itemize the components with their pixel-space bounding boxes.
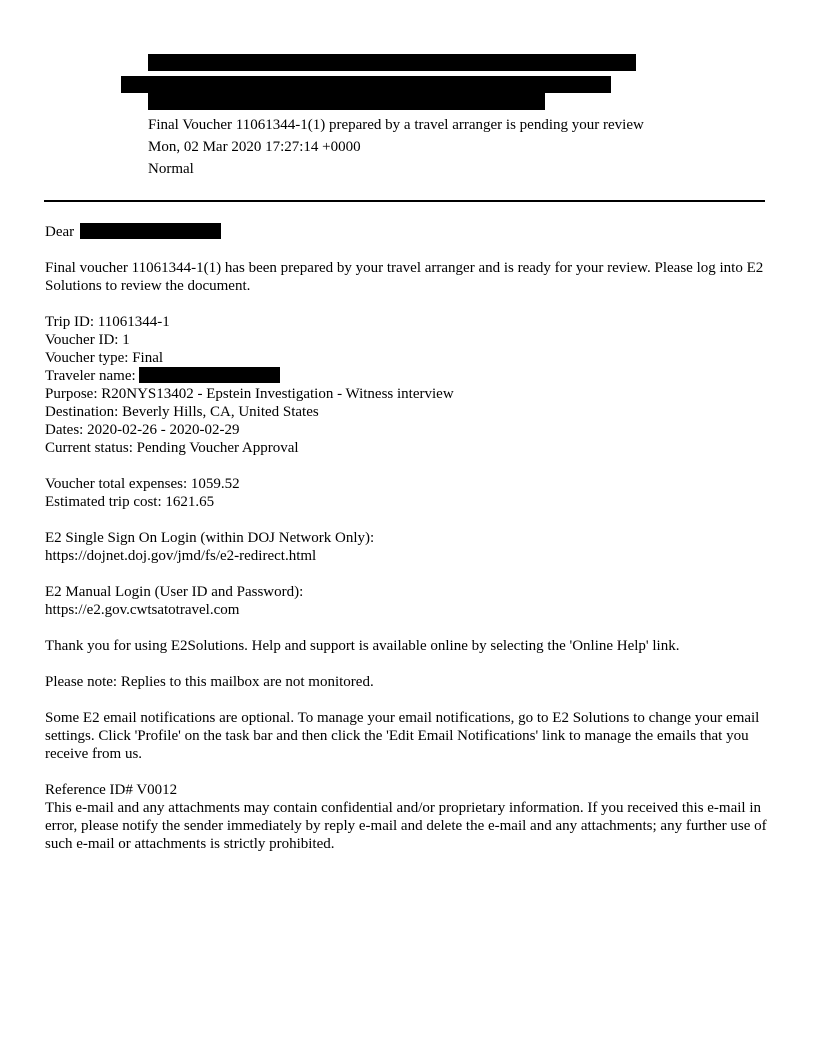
voucher-id: Voucher ID: 1 (45, 332, 130, 348)
redaction-block (148, 93, 545, 110)
traveler-name-line (45, 367, 773, 385)
optional-paragraph: Some E2 email notifications are optional. To manage your email notifications, go to E2 Solutions to change your email settings. Click 'Profile' on the task bar and then click the 'Edit Email Notifications' link to manage the emails that you receive from us. (45, 710, 760, 762)
manual-login (45, 583, 773, 619)
subject-value: Final Voucher 11061344-1(1) prepared by a travel arranger is pending your review (148, 117, 644, 133)
date-value: Mon, 02 Mar 2020 17:27:14 +0000 (148, 139, 361, 155)
traveler-name-label: Traveler name: (45, 368, 136, 384)
current-status: Current status: Pending Voucher Approval (45, 440, 299, 456)
manual-label: E2 Manual Login (User ID and Password): (45, 584, 304, 600)
sso-url: https://dojnet.doj.gov/jmd/fs/e2-redirect.html (45, 548, 317, 564)
importance-value: Normal (148, 161, 194, 177)
redaction-block (148, 54, 636, 71)
greeting (45, 223, 773, 241)
intro-paragraph: Final voucher 11061344-1(1) has been prepared by your travel arranger and is ready for your review. Please log into E2 Solutions to review the document. (45, 260, 764, 294)
dates: Dates: 2020-02-26 - 2020-02-29 (45, 422, 240, 438)
cost-summary (45, 475, 773, 511)
redaction-block (139, 367, 280, 383)
note-paragraph: Please note: Replies to this mailbox are not monitored. (45, 674, 374, 690)
destination: Destination: Beverly Hills, CA, United States (45, 404, 319, 420)
reference-id: Reference ID# V0012 (45, 782, 178, 798)
voucher-type: Voucher type: Final (45, 350, 164, 366)
purpose: Purpose: R20NYS13402 - Epstein Investigation - Witness interview (45, 386, 454, 402)
trip-id: Trip ID: 11061344-1 (45, 314, 170, 330)
sso-login (45, 529, 773, 565)
manual-url: https://e2.gov.cwtsatotravel.com (45, 602, 240, 618)
estimated-cost: Estimated trip cost: 1621.65 (45, 494, 215, 510)
greeting-text: Dear (45, 224, 75, 240)
footer (45, 781, 773, 853)
redaction-block (121, 76, 611, 93)
disclaimer: This e-mail and any attachments may contain confidential and/or proprietary information. If you received this e-mail in error, please notify the sender immediately by reply e-mail and delete the e-mail and any attachments; any further use of such e-mail or attachments is strictly prohibited. (45, 800, 767, 852)
sso-label: E2 Single Sign On Login (within DOJ Network Only): (45, 530, 375, 546)
email-body (45, 223, 773, 871)
redaction-block (80, 223, 221, 239)
total-expenses: Voucher total expenses: 1059.52 (45, 476, 240, 492)
header-divider (44, 200, 765, 202)
trip-details (45, 313, 773, 457)
thanks-paragraph: Thank you for using E2Solutions. Help and support is available online by selecting the 'Online Help' link. (45, 638, 680, 654)
